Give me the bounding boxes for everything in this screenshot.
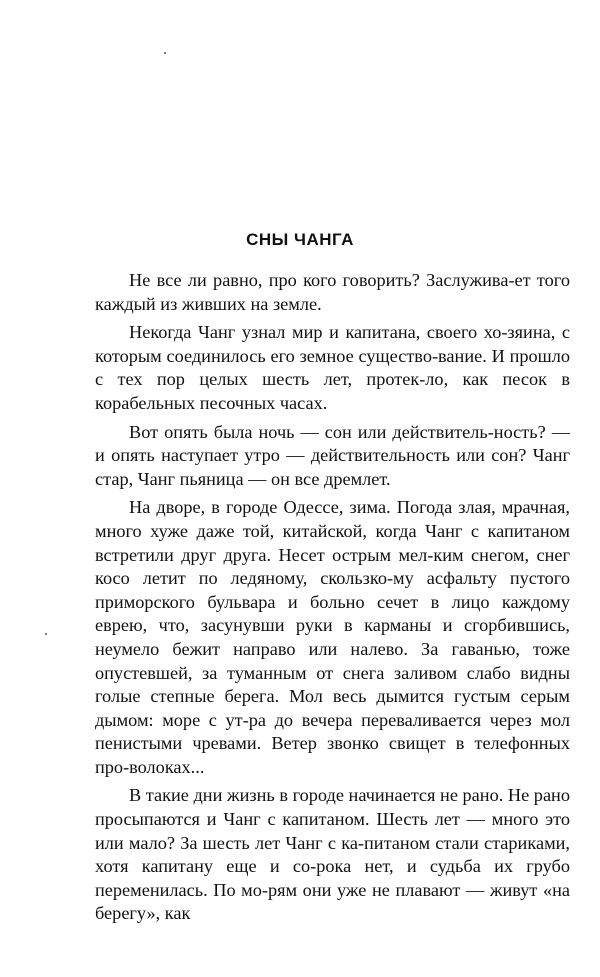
body-text [95, 269, 570, 931]
print-speck [45, 633, 47, 635]
paragraph: Вот опять была ночь — сон или действитель-ность? — и опять наступает утро — действительность или сон? Чанг стар, Чанг пьяница — он все дремлет. [95, 421, 570, 489]
chapter-title: СНЫ ЧАНГА [246, 230, 354, 249]
paragraph: Некогда Чанг узнал мир и капитана, своего хо-зяина, с которым соединилось его земное существо-вание. И прошло с тех пор целых шесть лет, протек-ло, как песок в корабельных песочных часах. [95, 322, 570, 413]
paragraph: На дворе, в городе Одессе, зима. Погода злая, мрачная, много хуже даже той, китайской, когда Чанг с капитаном встретили друг друга. Несет острым мел-ким снегом, снег косо летит по ледяному, скользко-му асфальту пустого приморского бульвара и больно сечет в лицо каждому еврею, что, засунувши руки в карманы и сгорбившись, неумело бежит направо или налево. За гаванью, тоже опустевшей, за туманным от снега заливом слабо видны голые степные берега. Мол весь дымится густым серым дымом: море с ут-ра до вечера переваливается через мол пенистыми чревами. Ветер звонко свищет в телефонных про-волоках... [95, 497, 570, 777]
print-speck [164, 52, 166, 54]
paragraph: Не все ли равно, про кого говорить? Заслужива-ет того каждый из живших на земле. [95, 270, 570, 314]
paragraph: В такие дни жизнь в городе начинается не рано. Не рано просыпаются и Чанг с капитаном. Шесть лет — много это или мало? За шесть лет Чанг с ка-питаном стали стариками, хотя капитану еще и со-рока нет, и судьба их грубо переменилась. По мо-рям они уже не плавают — живут «на берегу», как [95, 785, 570, 924]
